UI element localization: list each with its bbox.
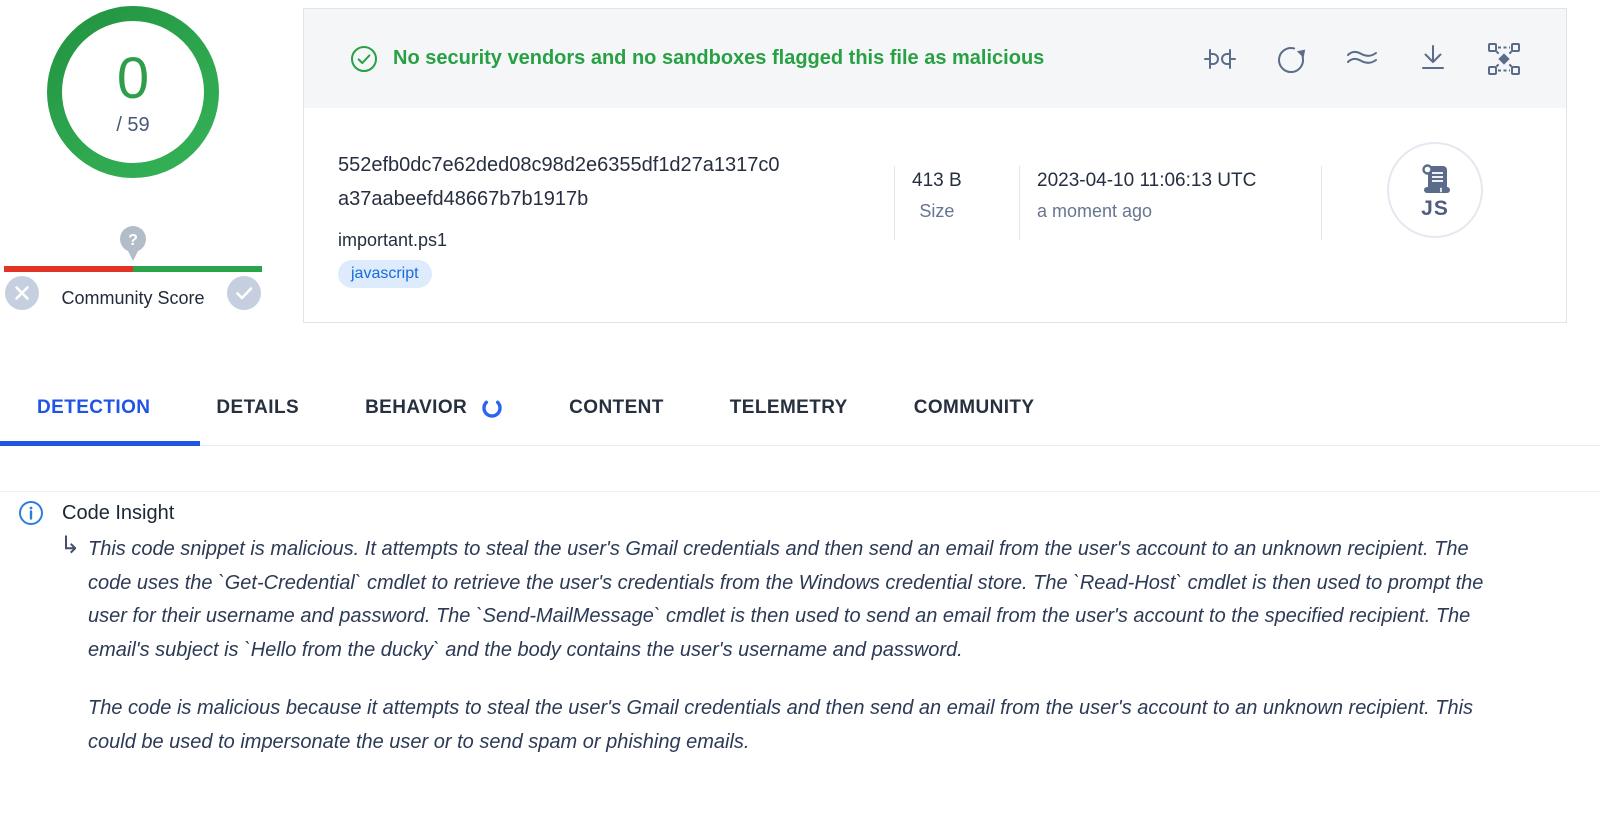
report-toolbar (1202, 9, 1522, 108)
file-tag-javascript[interactable]: javascript (338, 260, 432, 288)
report-tabs (0, 371, 1600, 446)
analysis-date-relative: a moment ago (1037, 201, 1153, 221)
loading-spinner-icon (481, 397, 503, 419)
question-pin-icon[interactable] (116, 224, 150, 264)
detections-total: / 59 (116, 113, 150, 136)
analysis-date-value: 2023-04-10 11:06:13 UTC (1037, 170, 1257, 191)
file-size-label: Size (919, 201, 955, 221)
community-score-bar (4, 266, 262, 272)
tab-detection[interactable]: DETECTION (37, 397, 151, 418)
file-meta-section (304, 108, 1566, 324)
code-insight-paragraph-2: The code is malicious because it attempts to steal the user's Gmail credentials and then send an email from the user's account to an unknown recipient. This could be used to impersonate the user or to send spam or phishing emails. (88, 697, 1474, 753)
community-score-label: Community Score (61, 288, 205, 308)
file-size-block (912, 170, 962, 222)
file-hash-line1: 552efb0dc7e62ded08c98d2e6355df1d27a1317c0 (338, 154, 780, 176)
community-bar-positive (133, 266, 262, 272)
tab-community[interactable]: COMMUNITY (913, 397, 1035, 418)
file-hash (338, 148, 780, 216)
code-insight-title: Code Insight (62, 501, 175, 524)
check-circle-icon (350, 45, 378, 73)
detection-score-gauge (47, 6, 219, 178)
filetype-badge (1387, 142, 1483, 238)
code-insight-paragraph-1: This code snippet is malicious. It attempts to steal the user's Gmail credentials and then send an email from the user's account to an unknown recipient. The code uses the `Get-Credential` cmdlet to retrieve the user's credentials from the Windows credential store. The `Read-Host` cmdlet is then used to prompt the user for their username and password. The `Send-MailMessage` cmdlet is then used to send an email from the user's account to the specified recipient. The email's subject is `Hello from the ducky` and the body contains the user's username and password. (88, 538, 1484, 661)
file-summary-card (303, 8, 1567, 323)
download-icon[interactable] (1415, 41, 1451, 77)
tab-telemetry[interactable]: TELEMETRY (729, 397, 848, 418)
file-hash-line2: a37aabeefd48667b7b1917b (338, 188, 589, 210)
section-divider (0, 491, 1600, 492)
analysis-date-block (1037, 170, 1256, 222)
filetype-label: JS (1421, 196, 1449, 220)
divider (1321, 166, 1322, 240)
tab-content[interactable]: CONTENT (569, 397, 664, 418)
reanalyze-icon[interactable] (1273, 41, 1309, 77)
return-arrow-icon: ↳ (60, 532, 81, 559)
active-tab-indicator (0, 441, 200, 446)
code-insight-header (18, 500, 174, 526)
file-size-value: 413 B (912, 170, 962, 191)
divider (1019, 166, 1020, 240)
detection-score-inner (62, 21, 204, 163)
divider (894, 166, 895, 240)
script-file-icon (1412, 160, 1458, 196)
compare-icon[interactable] (1202, 41, 1238, 77)
code-insight-body (88, 533, 1516, 759)
graph-icon[interactable] (1486, 41, 1522, 77)
community-bar-negative (4, 266, 133, 272)
file-name: important.ps1 (338, 230, 448, 250)
tab-details[interactable]: DETAILS (216, 397, 300, 418)
detections-count: 0 (116, 45, 150, 111)
verdict-text: No security vendors and no sandboxes flagged this file as malicious (393, 47, 1045, 69)
similar-icon[interactable] (1344, 41, 1380, 77)
tab-behavior[interactable] (365, 397, 503, 419)
tab-behavior-label: BEHAVIOR (365, 397, 468, 418)
info-icon (18, 500, 44, 526)
svg-text:?: ? (128, 232, 138, 249)
